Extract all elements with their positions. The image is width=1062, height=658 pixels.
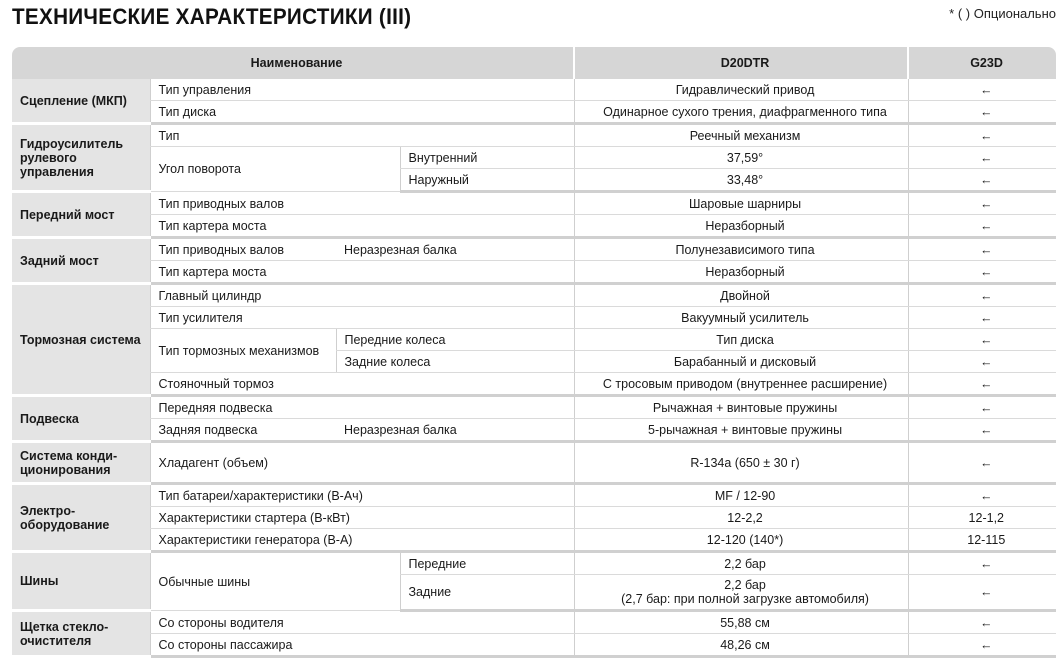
value-d20dtr: 12-2,2 (574, 507, 908, 529)
value-line: (2,7 бар: при полной загрузке автомобиля) (621, 592, 869, 606)
header-d20dtr: D20DTR (574, 47, 908, 79)
value-g23d: ← (908, 147, 1056, 169)
param-label: Тип управления (150, 79, 574, 101)
param-label: Тип тормозных механизмов (150, 329, 336, 373)
table-row (12, 101, 1056, 124)
table-row (12, 124, 1056, 147)
param-label: Главный цилиндр (150, 284, 574, 307)
value-d20dtr: Полунезависимого типа (574, 238, 908, 261)
param-sublabel: Неразрезная балка (336, 238, 574, 261)
value-g23d: ← (908, 101, 1056, 124)
value-g23d: ← (908, 552, 1056, 575)
value-g23d: ← (908, 284, 1056, 307)
value-d20dtr: 48,26 см (574, 634, 908, 657)
value-g23d: ← (908, 192, 1056, 215)
param-label: Передняя подвеска (150, 396, 574, 419)
value-d20dtr (574, 575, 908, 611)
value-g23d: ← (908, 124, 1056, 147)
value-g23d: ← (908, 634, 1056, 657)
category-steering: Гидроусилитель рулевого управления (12, 124, 150, 192)
param-label: Тип картера моста (150, 215, 574, 238)
table-row (12, 238, 1056, 261)
value-d20dtr: Одинарное сухого трения, диафрагменного типа (574, 101, 908, 124)
param-label: Угол поворота (150, 147, 400, 192)
param-label: Тип диска (150, 101, 574, 124)
value-g23d: ← (908, 169, 1056, 192)
category-ac: Система конди-ционирования (12, 442, 150, 484)
param-sublabel: Задние колеса (336, 351, 574, 373)
category-clutch: Сцепление (МКП) (12, 79, 150, 124)
table-header-row (12, 47, 1056, 79)
value-g23d: ← (908, 238, 1056, 261)
value-g23d: ← (908, 307, 1056, 329)
value-line: 2,2 бар (724, 578, 766, 592)
param-sublabel: Внутренний (400, 147, 574, 169)
value-d20dtr: MF / 12-90 (574, 484, 908, 507)
table-row (12, 307, 1056, 329)
value-d20dtr: Двойной (574, 284, 908, 307)
table-row (12, 215, 1056, 238)
table-row (12, 611, 1056, 634)
param-label: Задняя подвеска (150, 419, 336, 442)
table-row (12, 329, 1056, 351)
value-d20dtr: Неразборный (574, 261, 908, 284)
param-label: Тип (150, 124, 574, 147)
page-title: ТЕХНИЧЕСКИЕ ХАРАКТЕРИСТИКИ (III) (12, 4, 412, 29)
value-d20dtr: 37,59° (574, 147, 908, 169)
spec-table (12, 47, 1056, 658)
value-d20dtr: Неразборный (574, 215, 908, 238)
table-row (12, 79, 1056, 101)
category-rear-axle: Задний мост (12, 238, 150, 284)
param-sublabel: Задние (400, 575, 574, 611)
value-g23d: ← (908, 351, 1056, 373)
value-g23d: ← (908, 79, 1056, 101)
value-d20dtr: 2,2 бар (574, 552, 908, 575)
value-g23d: 12-1,2 (908, 507, 1056, 529)
param-label: Характеристики стартера (В-кВт) (150, 507, 574, 529)
category-front-axle: Передний мост (12, 192, 150, 238)
value-d20dtr: 5-рычажная + винтовые пружины (574, 419, 908, 442)
value-d20dtr: R-134a (650 ± 30 г) (574, 442, 908, 484)
param-label: Тип приводных валов (150, 192, 574, 215)
value-d20dtr: 12-120 (140*) (574, 529, 908, 552)
value-d20dtr: Рычажная + винтовые пружины (574, 396, 908, 419)
param-label: Характеристики генератора (В-А) (150, 529, 574, 552)
param-label: Тип картера моста (150, 261, 574, 284)
value-g23d: ← (908, 261, 1056, 284)
table-row (12, 484, 1056, 507)
table-row (12, 442, 1056, 484)
value-g23d: ← (908, 575, 1056, 611)
table-row (12, 192, 1056, 215)
table-row (12, 373, 1056, 396)
value-g23d: ← (908, 611, 1056, 634)
value-d20dtr: Реечный механизм (574, 124, 908, 147)
table-row (12, 147, 1056, 169)
header-g23d: G23D (908, 47, 1056, 79)
value-g23d: ← (908, 215, 1056, 238)
param-sublabel: Наружный (400, 169, 574, 192)
value-g23d: ← (908, 484, 1056, 507)
category-wipers: Щетка стекло-очистителя (12, 611, 150, 657)
param-label: Обычные шины (150, 552, 400, 611)
value-d20dtr: С тросовым приводом (внутреннее расширение) (574, 373, 908, 396)
value-d20dtr: Гидравлический привод (574, 79, 908, 101)
table-row (12, 507, 1056, 529)
table-row (12, 284, 1056, 307)
table-row (12, 261, 1056, 284)
value-g23d: ← (908, 396, 1056, 419)
value-g23d: ← (908, 442, 1056, 484)
category-tires: Шины (12, 552, 150, 611)
value-d20dtr: 55,88 см (574, 611, 908, 634)
param-label: Тип приводных валов (150, 238, 336, 261)
category-brakes: Тормозная система (12, 284, 150, 396)
table-row (12, 529, 1056, 552)
value-d20dtr: Вакуумный усилитель (574, 307, 908, 329)
table-row (12, 552, 1056, 575)
value-g23d: 12-115 (908, 529, 1056, 552)
value-d20dtr: Тип диска (574, 329, 908, 351)
param-sublabel: Неразрезная балка (336, 419, 574, 442)
param-label: Со стороны водителя (150, 611, 574, 634)
param-label: Хладагент (объем) (150, 442, 574, 484)
param-sublabel: Передние колеса (336, 329, 574, 351)
table-row (12, 634, 1056, 657)
value-g23d: ← (908, 329, 1056, 351)
param-label: Стояночный тормоз (150, 373, 574, 396)
param-label: Тип батареи/характеристики (В-Ач) (150, 484, 574, 507)
value-g23d: ← (908, 419, 1056, 442)
value-d20dtr: Шаровые шарниры (574, 192, 908, 215)
param-label: Со стороны пассажира (150, 634, 574, 657)
optional-note: * ( ) Опционально (949, 6, 1056, 21)
table-row (12, 396, 1056, 419)
category-electrical: Электро-оборудование (12, 484, 150, 552)
table-row (12, 419, 1056, 442)
header-name: Наименование (12, 47, 574, 79)
param-sublabel: Передние (400, 552, 574, 575)
param-label: Тип усилителя (150, 307, 574, 329)
value-g23d: ← (908, 373, 1056, 396)
category-suspension: Подвеска (12, 396, 150, 442)
value-d20dtr: 33,48° (574, 169, 908, 192)
value-d20dtr: Барабанный и дисковый (574, 351, 908, 373)
